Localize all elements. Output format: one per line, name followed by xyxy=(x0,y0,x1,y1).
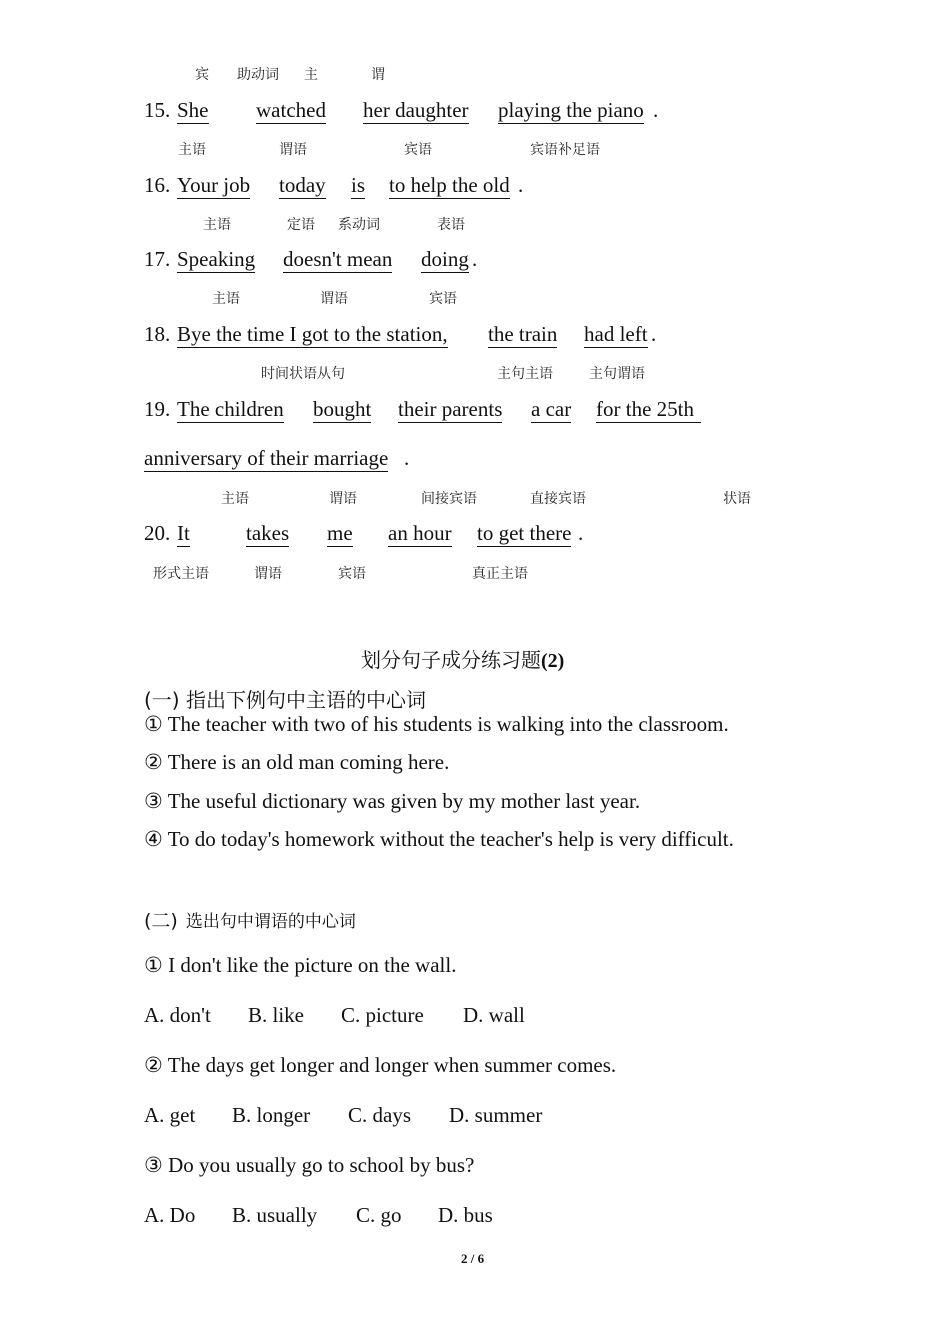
grammar-label: 主语 xyxy=(203,217,231,233)
sentence-end: . xyxy=(404,446,410,470)
grammar-label: 助动词 xyxy=(237,67,279,83)
grammar-label: 时间状语从句 xyxy=(261,366,345,382)
grammar-label: 宾 xyxy=(195,67,209,83)
question-item: ② There is an old man coming here. xyxy=(144,750,450,774)
section-title-text: 划分句子成分练习题 xyxy=(361,648,541,672)
grammar-label: 形式主语 xyxy=(153,566,209,582)
sentence-number: 20. xyxy=(144,521,171,545)
sentence-part: to get there xyxy=(477,521,572,545)
grammar-label: 系动词 xyxy=(338,217,380,233)
option-a: A. Do xyxy=(144,1203,196,1227)
sentence-part: It xyxy=(177,521,190,545)
sentence-number: 17. xyxy=(144,247,171,271)
sentence-part: her daughter xyxy=(363,98,469,122)
sentence-number: 18. xyxy=(144,322,171,346)
question-item: ③ The useful dictionary was given by my mother last year. xyxy=(144,789,641,813)
grammar-label: 主句主语 xyxy=(497,366,553,382)
grammar-label: 表语 xyxy=(437,217,465,233)
sentence-end: . xyxy=(651,322,657,346)
sentence-part: an hour xyxy=(388,521,452,545)
sentence-part: The children xyxy=(177,397,284,421)
sentence-part: bought xyxy=(313,397,372,421)
grammar-label: 谓语 xyxy=(254,566,282,582)
sentence-end: . xyxy=(653,98,659,122)
grammar-label: 谓语 xyxy=(329,491,357,507)
sentence-part: to help the old xyxy=(389,173,510,197)
grammar-label: 宾语 xyxy=(338,566,366,582)
option-c: C. days xyxy=(348,1103,411,1127)
sentence-part: the train xyxy=(488,322,558,346)
question-item: ③ Do you usually go to school by bus? xyxy=(144,1153,475,1177)
grammar-label: 主句谓语 xyxy=(589,366,645,382)
option-a: A. get xyxy=(144,1103,196,1127)
option-b: B. usually xyxy=(232,1203,318,1227)
section-title-number: (2) xyxy=(541,650,565,672)
sentence-part: Bye the time I got to the station, xyxy=(177,322,448,346)
part-2-heading-text: 选出句中谓语的中心词 xyxy=(185,912,356,932)
sentence-part: a car xyxy=(531,397,572,421)
option-d: D. wall xyxy=(463,1003,525,1027)
grammar-label: 真正主语 xyxy=(472,566,528,582)
sentence-part: She xyxy=(177,98,209,122)
sentence-end: . xyxy=(578,521,584,545)
grammar-label: 谓语 xyxy=(279,142,307,158)
grammar-label: 直接宾语 xyxy=(530,491,586,507)
option-b: B. longer xyxy=(232,1103,311,1127)
sentence-part: anniversary of their marriage xyxy=(144,446,389,470)
question-item: ① The teacher with two of his students is walking into the classroom. xyxy=(144,712,729,736)
grammar-label: 谓语 xyxy=(320,291,348,307)
part-2-heading xyxy=(144,906,356,933)
grammar-label: 主 xyxy=(304,67,318,83)
grammar-label: 主语 xyxy=(212,291,240,307)
part-2-heading-number: (二) xyxy=(144,910,178,932)
sentence-number: 15. xyxy=(144,98,171,122)
option-d: D. summer xyxy=(449,1103,543,1127)
sentence-end: . xyxy=(472,247,478,271)
option-d: D. bus xyxy=(438,1203,493,1227)
sentence-end: . xyxy=(518,173,524,197)
sentence-part: is xyxy=(351,173,366,197)
grammar-label: 宾语 xyxy=(429,291,457,307)
sentence-part: takes xyxy=(246,521,290,545)
part-1-heading: (一) 指出下例句中主语的中心词 xyxy=(144,688,426,712)
grammar-label: 定语 xyxy=(287,217,315,233)
option-c: C. picture xyxy=(341,1003,424,1027)
grammar-label: 主语 xyxy=(178,142,206,158)
option-c: C. go xyxy=(356,1203,402,1227)
sentence-part: had left xyxy=(584,322,648,346)
question-item: ② The days get longer and longer when summer comes. xyxy=(144,1053,617,1077)
sentence-part: for the 25th xyxy=(596,397,701,423)
sentence-part: me xyxy=(327,521,353,545)
grammar-label: 谓 xyxy=(371,67,385,83)
grammar-label: 主语 xyxy=(221,491,249,507)
option-b: B. like xyxy=(248,1003,304,1027)
grammar-label: 宾语 xyxy=(404,142,432,158)
option-a: A. don't xyxy=(144,1003,211,1027)
page-number: 2 / 6 xyxy=(461,1251,485,1266)
question-item: ① I don't like the picture on the wall. xyxy=(144,953,457,977)
sentence-part: doesn't mean xyxy=(283,247,393,271)
sentence-part: today xyxy=(279,173,326,197)
grammar-label: 宾语补足语 xyxy=(530,142,600,158)
sentence-part: watched xyxy=(256,98,326,122)
sentence-part: doing xyxy=(421,247,469,271)
sentence-part: Speaking xyxy=(177,247,256,271)
sentence-part: playing the piano xyxy=(498,98,644,122)
grammar-label: 间接宾语 xyxy=(421,491,477,507)
section-title xyxy=(361,644,564,673)
sentence-part: Your job xyxy=(177,173,251,197)
question-item: ④ To do today's homework without the teacher's help is very difficult. xyxy=(144,827,734,851)
sentence-part: their parents xyxy=(398,397,503,421)
sentence-number: 19. xyxy=(144,397,171,421)
sentence-number: 16. xyxy=(144,173,171,197)
grammar-label: 状语 xyxy=(723,491,751,507)
